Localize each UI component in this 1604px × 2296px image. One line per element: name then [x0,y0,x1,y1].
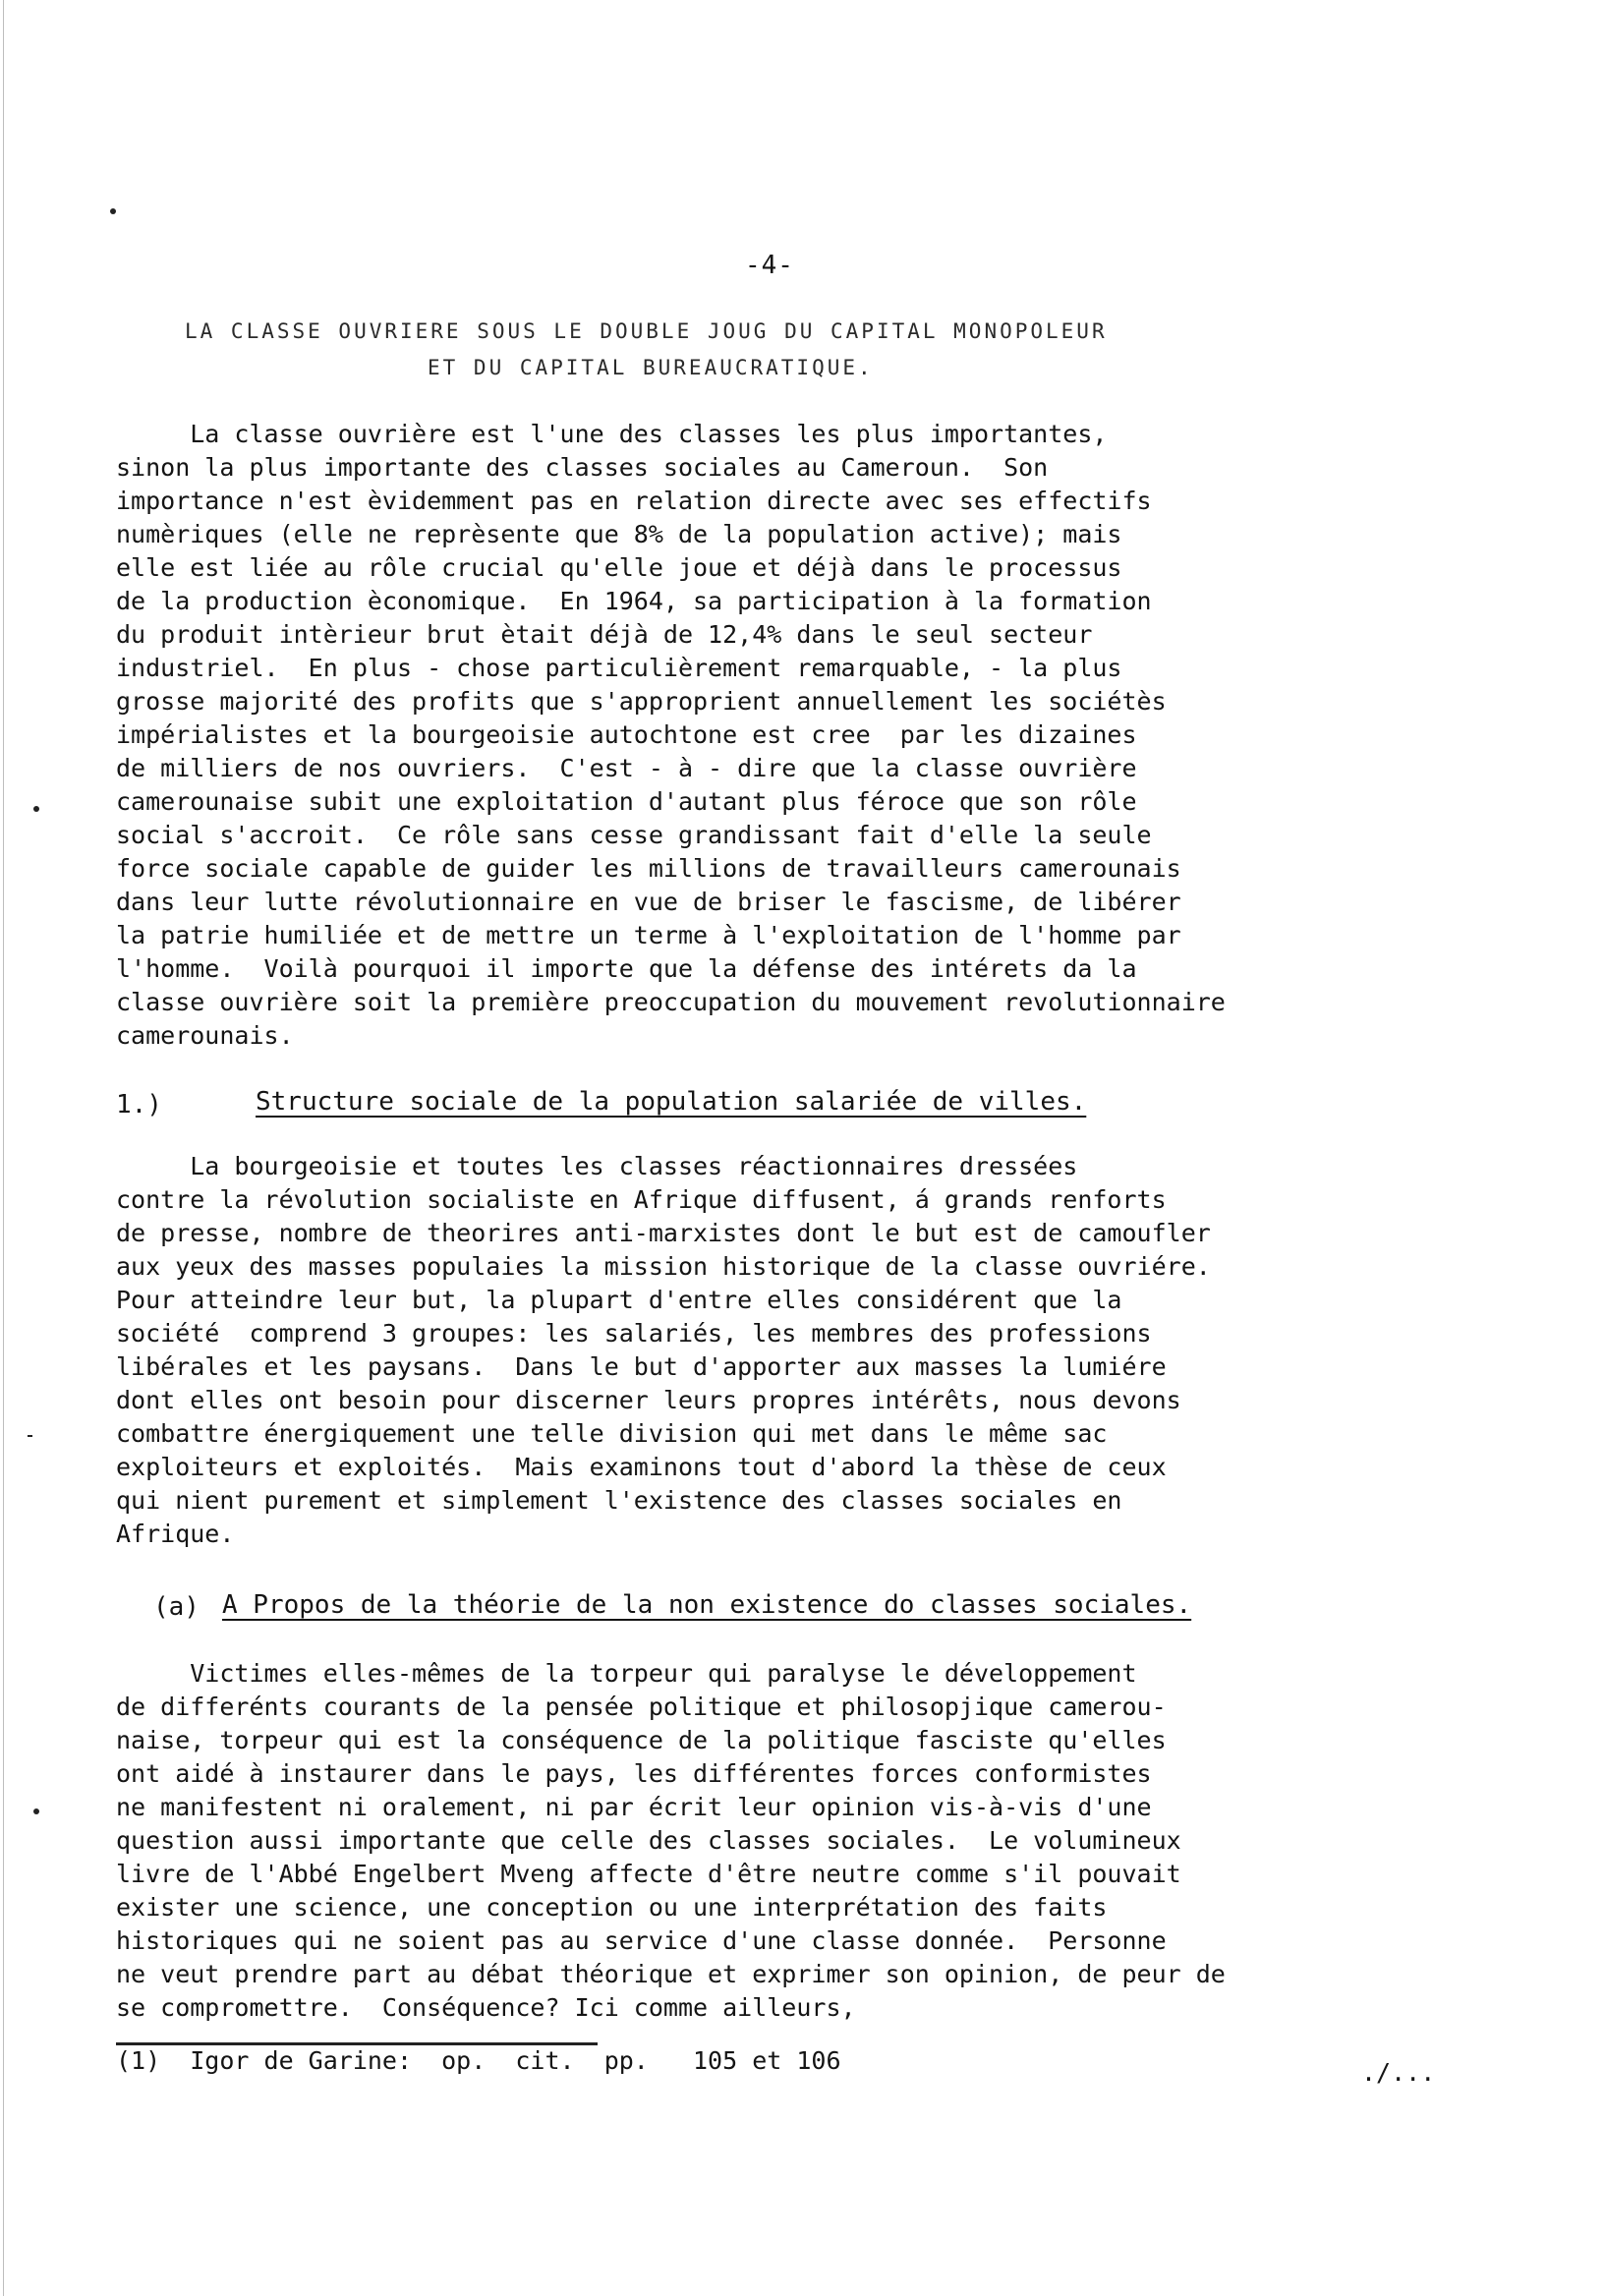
section-heading-line-1: LA CLASSE OUVRIERE SOUS LE DOUBLE JOUG DU CAPITAL MONOPOLEUR [185,319,1108,343]
scan-speck [33,1808,39,1814]
subsection-marker: (a) [153,1592,200,1622]
intro-paragraph: La classe ouvrière est l'une des classes les plus importantes, sinon la plus importante des classes sociales au Cameroun. Son importance n'est èvidemment pas en relation directe avec ses effectifs numèriques (elle ne reprèsente que 8% de la population active); mais elle est liée au rôle crucial qu'elle joue et déjà dans le processus de la production èconomique. En 1964, sa participation à la formation du produit intèrieur brut ètait déjà de 12,4% dans le seul secteur industriel. En plus - chose particulièrement remarquable, - la plus grosse majorité des profits que s'approprient annuellement les sociétès impérialistes et la bourgeoisie autochtone est cree par les dizaines de milliers de nos ouvriers. C'est - à - dire que la classe ouvrière camerounaise subit une exploitation d'autant plus féroce que son rôle social s'accroit. Ce rôle sans cesse grandissant fait d'elle la seule force sociale capable de guider les millions de travailleurs camerounais dans leur lutte révolutionnaire en vue de briser le fascisme, de libérer la patrie humiliée et de mettre un terme à l'exploitation de l'homme par l'homme. Voilà pourquoi il importe que la défense des intérets da la classe ouvrière soit la première preoccupation du mouvement revolutionnaire camerounais. [116,420,1226,1050]
footnote: (1) Igor de Garine: op. cit. pp. 105 et 106 [116,2046,841,2075]
footnote-rule [116,2042,598,2045]
scan-speck [28,1435,32,1437]
section-1-paragraph: La bourgeoisie et toutes les classes réactionnaires dressées contre la révolution socialiste en Afrique diffusent, á grands renforts de presse, nombre de theorires anti-marxistes dont le but est de camoufler aux yeux des masses populaies la mission historique de la classe ouvriére. Pour atteindre leur but, la plupart d'entre elles considérent que la société comprend 3 groupes: les salariés, les membres des professions libérales et les paysans. Dans le but d'apporter aux masses la lumiére dont elles ont besoin pour discerner leurs propres intérêts, nous devons combattre énergiquement une telle division qui met dans le même sac exploiteurs et exploités. Mais examinons tout d'abord la thèse de ceux qui nient purement et simplement l'existence des classes sociales en Afrique. [116,1152,1211,1548]
subsection-title: A Propos de la théorie de la non existence do classes sociales. [222,1590,1192,1620]
section-heading-line-2: ET DU CAPITAL BUREAUCRATIQUE. [428,356,874,379]
section-number: 1.) [116,1090,162,1119]
scan-speck [33,806,39,812]
continuation-mark: ./... [1361,2058,1436,2087]
page-number: -4- [745,251,794,280]
section-title: Structure sociale de la population salariée de villes. [256,1087,1087,1117]
scan-speck [110,208,116,214]
scan-edge [3,0,4,2296]
section-2-paragraph: Victimes elles-mêmes de la torpeur qui paralyse le développement de differénts courants de la pensée politique et philosopjique camerou- naise, torpeur qui est la conséquence de la politique fasciste qu'elles ont aidé à instaurer dans le pays, les différentes forces conformistes ne manifestent ni oralement, ni par écrit leur opinion vis-à-vis d'une question aussi importante que celle des classes sociales. Le volumineux livre de l'Abbé Engelbert Mveng affecte d'être neutre comme s'il pouvait exister une science, une conception ou une interprétation des faits historiques qui ne soient pas au service d'une classe donnée. Personne ne veut prendre part au débat théorique et exprimer son opinion, de peur de se compromettre. Conséquence? Ici comme ailleurs, [116,1659,1226,2022]
